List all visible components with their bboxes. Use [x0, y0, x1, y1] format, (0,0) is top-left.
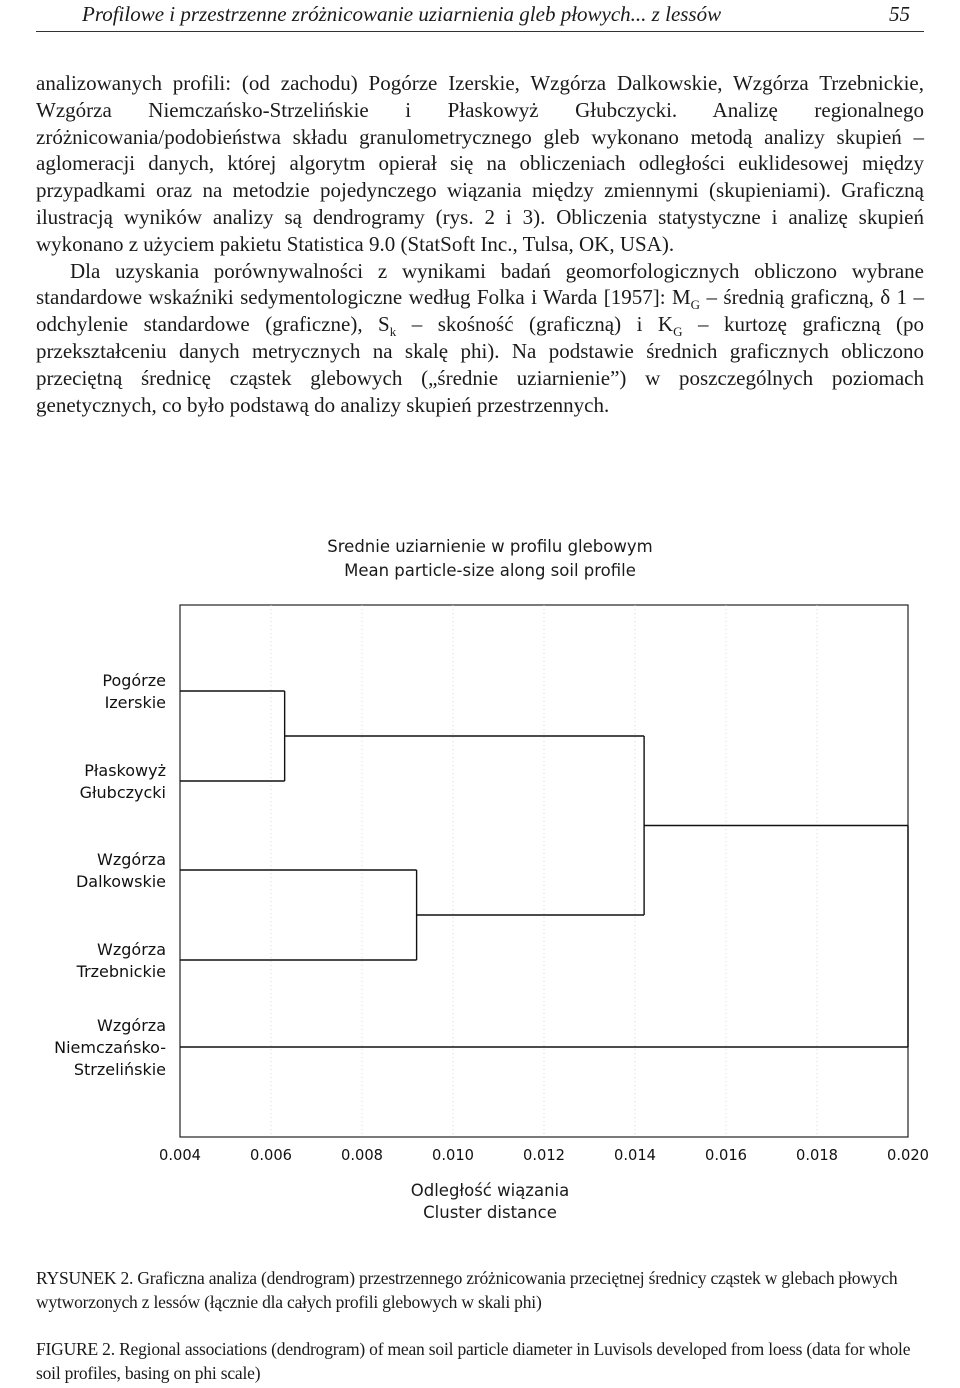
page-number: 55 — [889, 2, 910, 26]
chart-title-en: Mean particle-size along soil profile — [344, 561, 636, 580]
subscript-k: k — [389, 324, 397, 340]
leaf-label: Głubczycki — [79, 783, 166, 802]
x-axis-title-en: Cluster distance — [423, 1203, 557, 1222]
leaf-label: Izerskie — [104, 693, 166, 712]
paragraph-2-part-d: – kurtozę graficzną (po przekształceniu danych metrycznych na skalę phi). Na podstawie średnich graficznych obliczono przeciętną średnicę cząstek glebowych („średnie uziarnienie”) w poszczególnych poziomach genetycznych, co było podstawą do analizy skupień przestrzennych. — [36, 312, 924, 417]
leaf-label: Dalkowskie — [75, 872, 166, 891]
subscript-g: G — [673, 324, 683, 340]
x-tick-label: 0.008 — [341, 1146, 383, 1164]
paragraph-1: analizowanych profili: (od zachodu) Pogórze Izerskie, Wzgórza Dalkowskie, Wzgórza Trzebnickie, Wzgórza Niemczańsko-Strzelińskie i Płaskowyż Głubczycki. Analizę regionalnego zróżnicowania/podobieństwa składu granulometrycznego gleb wykonano metodą analizy skupień – aglomeracji danych, której algorytm opierał się na obliczeniach odległości euklidesowej między przypadkami oraz na metodzie pojedynczego wiązania między zmiennymi (skupieniami). Graficzną ilustracją wyników analizy są dendrogramy (rys. 2 i 3). Obliczenia statystyczne i analizę skupień wykonano z użyciem pakietu Statistica 9.0 (StatSoft Inc., Tulsa, OK, USA). — [36, 71, 924, 256]
paragraph-2-part-c: – skośność (graficzną) i K — [396, 312, 674, 337]
x-tick-label: 0.012 — [523, 1146, 565, 1164]
body-text — [36, 70, 924, 418]
x-tick-label: 0.018 — [796, 1146, 838, 1164]
x-tick-label: 0.010 — [432, 1146, 474, 1164]
leaf-label: Niemczańsko- — [54, 1038, 166, 1057]
running-title: Profilowe i przestrzenne zróżnicowanie uziarnienia gleb płowych... z lessów — [82, 2, 722, 26]
x-tick-label: 0.014 — [614, 1146, 656, 1164]
x-axis-title-pl: Odległość wiązania — [410, 1181, 570, 1200]
chart-title-pl: Srednie uziarnienie w profilu glebowym — [327, 537, 653, 556]
leaf-label: Wzgórza — [97, 1016, 166, 1035]
paragraph-2 — [36, 258, 924, 419]
dendrogram-chart — [0, 590, 960, 1180]
paragraph-2-part-b: – średnią graficzną, δ 1 – odchylenie standardowe (graficzne), S — [36, 285, 924, 337]
leaf-label: Wzgórza — [97, 940, 166, 959]
x-tick-label: 0.006 — [250, 1146, 292, 1164]
figure-caption-pl: RYSUNEK 2. Graficzna analiza (dendrogram) przestrzennego zróżnicowania przeciętnej średnicy cząstek w glebach płowych wytworzonych z lessów (łącznie dla całych profili glebowych w skali phi) — [36, 1268, 898, 1312]
leaf-label: Strzelińskie — [73, 1060, 166, 1079]
leaf-label: Pogórze — [102, 671, 166, 690]
subscript-g: G — [690, 297, 701, 313]
x-tick-label: 0.004 — [159, 1146, 201, 1164]
leaf-label: Wzgórza — [97, 850, 166, 869]
header-rule — [36, 31, 924, 32]
leaf-label: Płaskowyż — [84, 761, 166, 780]
x-tick-label: 0.020 — [887, 1146, 929, 1164]
leaf-label: Trzebnickie — [76, 962, 166, 981]
paragraph-2-part-a: Dla uzyskania porównywalności z wynikami badań geomorfologicznych obliczono wybrane standardowe wskaźniki sedymentologiczne według Folka i Warda [1957]: M — [36, 258, 924, 310]
page-header — [36, 0, 924, 32]
x-tick-label: 0.016 — [705, 1146, 747, 1164]
figure-caption-en: FIGURE 2. Regional associations (dendrogram) of mean soil particle diameter in Luvisols developed from loess (data for whole soil profiles, basing on phi scale) — [36, 1339, 911, 1383]
